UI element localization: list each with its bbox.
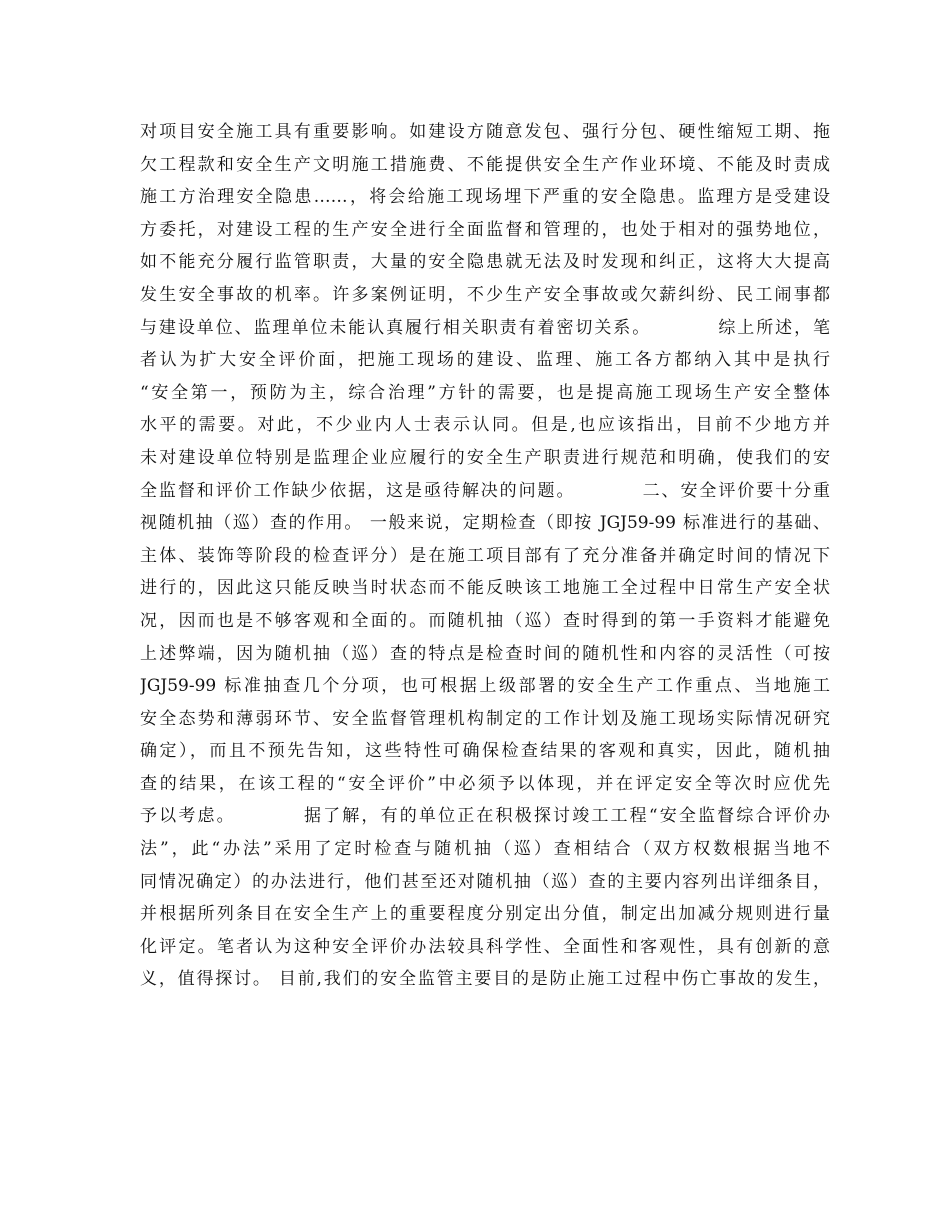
text-line: 化评定。笔者认为这种安全评价办法较具科学性、全面性和客观性，具有创新的意 xyxy=(140,936,830,957)
text-line: 发生安全事故的机率。许多案例证明，不少生产安全事故或欠薪纠纷、民工闹事都 xyxy=(140,284,830,305)
text-line: JGJ59-99 标准抽查几个分项，也可根据上级部署的安全生产工作重点、当地施工 xyxy=(140,676,830,697)
text-line: 者认为扩大安全评价面，把施工现场的建设、监理、施工各方都纳入其中是执行 xyxy=(140,350,830,371)
text-line: 未对建设单位特别是监理企业应履行的安全生产职责进行规范和明确，使我们的安 xyxy=(140,447,830,468)
text-line: 查的结果，在该工程的“安全评价”中必须予以体现，并在评定安全等次时应优先 xyxy=(140,773,830,794)
text-line: 水平的需要。对此，不少业内人士表示认同。但是,也应该指出，目前不少地方并 xyxy=(140,415,830,436)
text-line: 欠工程款和安全生产文明施工措施费、不能提供安全生产作业环境、不能及时责成 xyxy=(140,154,830,175)
text-line: 安全态势和薄弱环节、安全监督管理机构制定的工作计划及施工现场实际情况研究 xyxy=(140,708,830,729)
text-line: 方委托，对建设工程的生产安全进行全面监督和管理的，也处于相对的强势地位， xyxy=(140,219,830,240)
text-line: 视随机抽（巡）查的作用。 一般来说，定期检查（即按 JGJ59-99 标准进行的基础、 xyxy=(140,513,830,534)
text-line: 与建设单位、监理单位未能认真履行相关职责有着密切关系。 综上所述，笔 xyxy=(140,317,830,338)
text-line: 法”，此“办法”采用了定时检查与随机抽（巡）查相结合（双方权数根据当地不 xyxy=(140,839,830,860)
text-line: 同情况确定）的办法进行，他们甚至还对随机抽（巡）查的主要内容列出详细条目， xyxy=(140,871,830,892)
text-line: 主体、装饰等阶段的检查评分）是在施工项目部有了充分准备并确定时间的情况下 xyxy=(140,545,830,566)
text-line: 上述弊端，因为随机抽（巡）查的特点是检查时间的随机性和内容的灵活性（可按 xyxy=(140,643,830,664)
text-line: 全监督和评价工作缺少依据，这是亟待解决的问题。 二、安全评价要十分重 xyxy=(140,480,830,501)
text-line: 施工方治理安全隐患……，将会给施工现场埋下严重的安全隐患。监理方是受建设 xyxy=(140,187,830,208)
text-line: 如不能充分履行监管职责，大量的安全隐患就无法及时发现和纠正，这将大大提高 xyxy=(140,252,830,273)
text-line: 进行的，因此这只能反映当时状态而不能反映该工地施工全过程中日常生产安全状 xyxy=(140,578,830,599)
text-line: 对项目安全施工具有重要影响。如建设方随意发包、强行分包、硬性缩短工期、拖 xyxy=(140,122,830,142)
text-line: 予以考虑。 据了解，有的单位正在积极探讨竣工工程“安全监督综合评价办 xyxy=(140,806,830,827)
text-line: 义，值得探讨。 目前,我们的安全监管主要目的是防止施工过程中伤亡事故的发生， xyxy=(140,969,830,990)
text-line: “安全第一，预防为主，综合治理”方针的需要，也是提高施工现场生产安全整体 xyxy=(140,382,830,403)
text-line: 确定），而且不预先告知，这些特性可确保检查结果的客观和真实，因此，随机抽 xyxy=(140,741,830,762)
body-text xyxy=(140,116,830,996)
text-line: 并根据所列条目在安全生产上的重要程度分别定出分值，制定出加减分规则进行量 xyxy=(140,904,830,925)
text-line: 况，因而也是不够客观和全面的。而随机抽（巡）查时得到的第一手资料才能避免 xyxy=(140,610,830,631)
